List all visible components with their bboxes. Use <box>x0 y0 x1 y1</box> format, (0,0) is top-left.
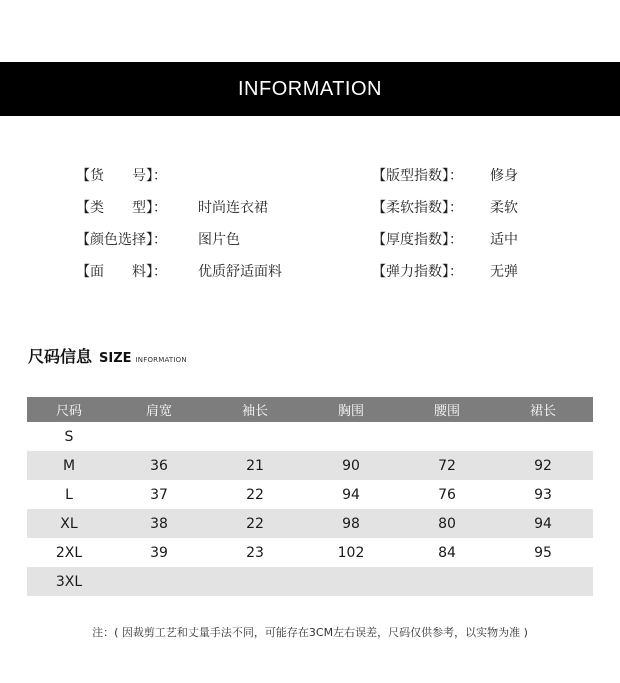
info-value: 适中 <box>490 232 518 248</box>
table-header-cell: 裙长 <box>529 404 556 419</box>
info-label: 【面 料】： <box>76 264 167 280</box>
table-cell: 76 <box>438 486 456 503</box>
table-cell: 90 <box>342 457 360 474</box>
info-label: 【弹力指数】： <box>372 264 463 280</box>
size-title-en: SIZE <box>99 351 132 366</box>
table-header-cell: 肩宽 <box>145 404 172 419</box>
table-cell <box>495 422 591 451</box>
table-cell <box>495 567 591 596</box>
table-cell: 2XL <box>55 544 83 561</box>
table-cell: 36 <box>150 457 168 474</box>
table-cell: 38 <box>150 515 168 532</box>
info-value: 时尚连衣裙 <box>198 200 268 216</box>
table-cell: 98 <box>342 515 360 532</box>
banner-title: INFORMATION <box>237 77 382 100</box>
table-row <box>27 451 593 480</box>
table-cell: 102 <box>337 544 365 561</box>
table-cell: 72 <box>438 457 456 474</box>
info-value: 图片色 <box>198 232 240 248</box>
size-title-cn: 尺码信息 <box>28 347 93 366</box>
table-cell: 3XL <box>55 573 83 590</box>
table-cell: 23 <box>246 544 264 561</box>
info-label: 【颜色选择】： <box>76 232 167 248</box>
table-cell: 37 <box>150 486 168 503</box>
table-cell: XL <box>60 515 78 532</box>
table-cell <box>207 567 303 596</box>
information-banner <box>0 62 620 116</box>
table-cell: 39 <box>150 544 168 561</box>
table-row <box>27 422 593 451</box>
info-value: 优质舒适面料 <box>198 264 282 280</box>
table-cell <box>207 422 303 451</box>
table-cell: S <box>64 428 74 445</box>
table-cell: 95 <box>534 544 552 561</box>
table-cell: 93 <box>534 486 552 503</box>
table-cell: 84 <box>438 544 456 561</box>
info-value: 无弹 <box>490 264 518 280</box>
table-row <box>27 509 593 538</box>
info-label: 【货 号】： <box>76 168 167 184</box>
info-label: 【厚度指数】： <box>372 232 463 248</box>
info-label: 【柔软指数】： <box>372 200 463 216</box>
table-cell: 80 <box>438 515 456 532</box>
info-value: 柔软 <box>490 200 518 216</box>
table-cell: M <box>62 457 76 474</box>
table-cell <box>111 567 207 596</box>
table-row <box>27 538 593 567</box>
table-cell <box>399 422 495 451</box>
info-label: 【类 型】： <box>76 200 167 216</box>
table-cell <box>399 567 495 596</box>
table-cell: 94 <box>534 515 552 532</box>
size-section-heading <box>28 344 187 366</box>
table-cell: 21 <box>246 457 264 474</box>
table-cell: 92 <box>534 457 552 474</box>
table-cell: 22 <box>246 486 264 503</box>
table-cell <box>111 422 207 451</box>
measurement-note: 注：( 因裁剪工艺和丈量手法不同，可能存在3CM左右误差，尺码仅供参考，以实物为准 ) <box>92 626 528 639</box>
table-cell: 22 <box>246 515 264 532</box>
table-row <box>27 480 593 509</box>
table-cell: 94 <box>342 486 360 503</box>
info-label: 【版型指数】： <box>372 168 463 184</box>
table-header-cell: 胸围 <box>337 404 364 419</box>
table-header-cell: 尺码 <box>55 404 82 419</box>
table-cell: L <box>65 486 73 503</box>
table-row <box>27 567 593 596</box>
size-table <box>27 397 593 596</box>
size-title-en-small: INFORMATION <box>135 356 187 364</box>
table-cell <box>303 567 399 596</box>
table-header-cell: 袖长 <box>241 404 268 419</box>
table-cell <box>303 422 399 451</box>
table-header-cell: 腰围 <box>433 404 460 419</box>
info-value: 修身 <box>490 168 518 184</box>
table-header-row <box>27 397 593 422</box>
